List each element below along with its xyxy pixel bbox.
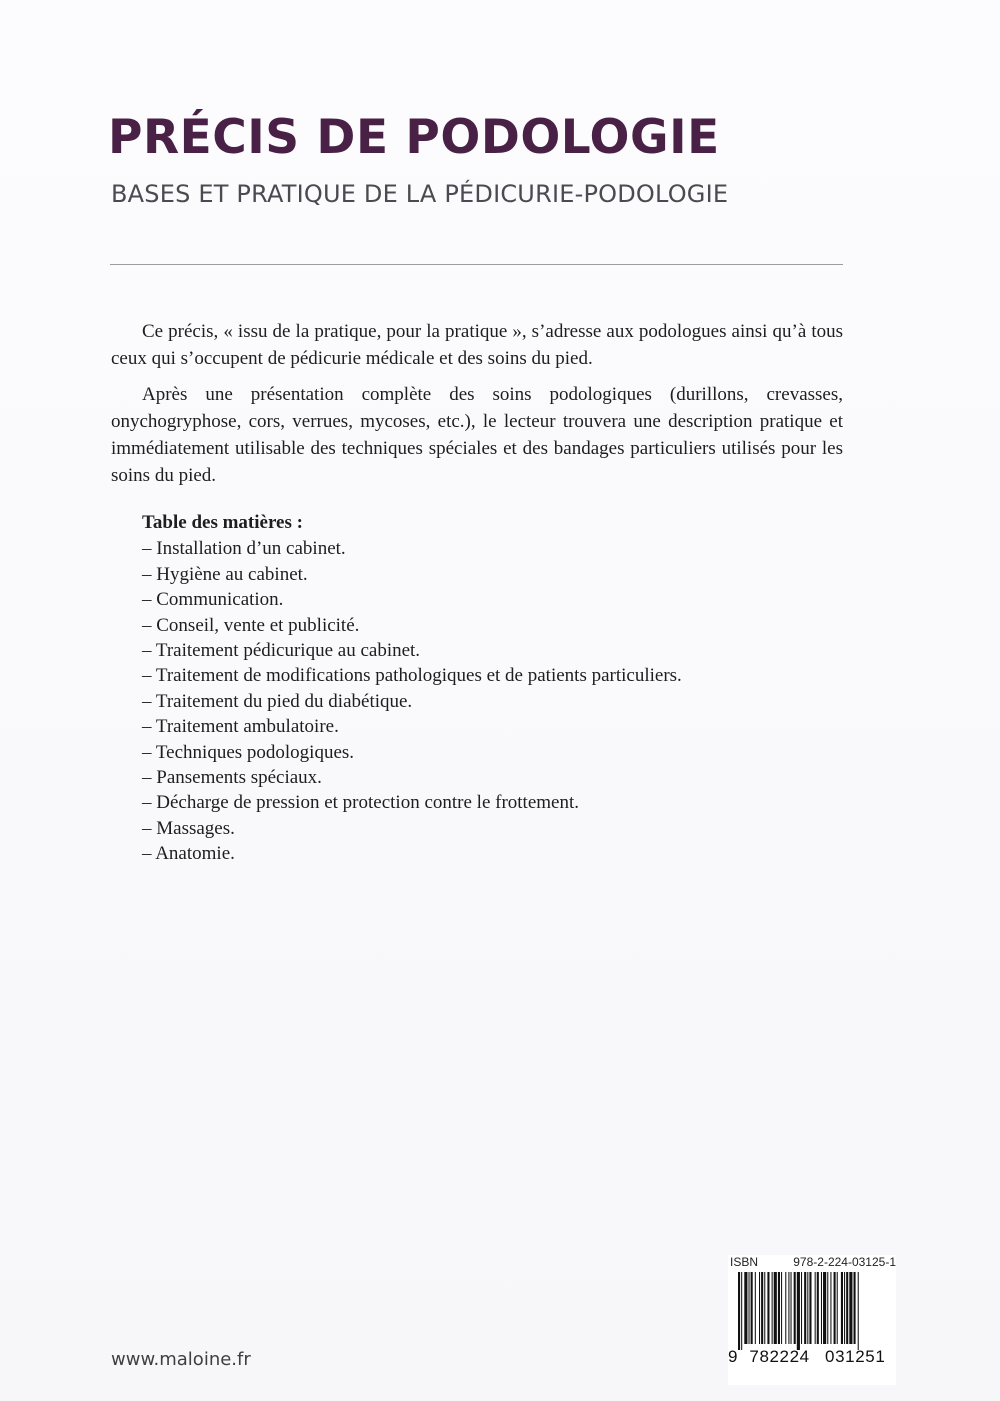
- isbn-barcode-block: [728, 1255, 896, 1385]
- barcode-group-1: 782224: [749, 1347, 810, 1366]
- description: [111, 318, 843, 498]
- barcode-digits: [728, 1347, 896, 1367]
- barcode-bar: [749, 1272, 750, 1344]
- barcode-bar: [759, 1272, 760, 1344]
- divider-line: [110, 264, 843, 265]
- barcode-bar: [741, 1272, 742, 1350]
- barcode-bar: [791, 1272, 792, 1344]
- barcode-bar: [844, 1272, 845, 1344]
- barcode-bar: [744, 1272, 747, 1344]
- barcode-bar: [815, 1272, 816, 1344]
- toc-item: – Traitement du pied du diabétique.: [142, 690, 413, 712]
- barcode-icon: [728, 1272, 896, 1352]
- description-paragraph-2: Après une présentation complète des soins podologiques (durillons, crevasses, onychogryphose, cors, verrues, mycoses, etc.), le lecteur trouvera une description pratique et immédiatement utilisable des techniques spéciales et des bandages particuliers utilisés pour les soins du pied.: [111, 384, 843, 486]
- barcode-bar: [772, 1272, 773, 1344]
- barcode-bar: [774, 1272, 777, 1344]
- toc-item: – Anatomie.: [142, 843, 235, 865]
- barcode-bar: [764, 1272, 765, 1344]
- barcode-bar: [738, 1272, 740, 1350]
- barcode-bar: [837, 1272, 838, 1344]
- barcode-bar: [781, 1272, 782, 1344]
- isbn-value: 978-2-224-03125-1: [793, 1255, 896, 1269]
- barcode-bar: [821, 1272, 822, 1344]
- barcode-bar: [841, 1272, 843, 1344]
- barcode-bar: [854, 1272, 856, 1344]
- toc-item: – Communication.: [142, 589, 284, 611]
- barcode-bar: [778, 1272, 780, 1344]
- isbn-line: [730, 1255, 896, 1269]
- barcode-bar: [807, 1272, 808, 1344]
- barcode-bar: [761, 1272, 763, 1344]
- barcode-first-digit: 9: [728, 1347, 739, 1366]
- toc-item: – Décharge de pression et protection contre le frottement.: [142, 792, 580, 814]
- barcode-bar: [751, 1272, 753, 1344]
- toc-item: – Traitement pédicurique au cabinet.: [142, 640, 421, 662]
- barcode-group-2: 031251: [825, 1347, 886, 1366]
- barcode-bar: [785, 1272, 786, 1344]
- toc-item: – Pansements spéciaux.: [142, 767, 322, 789]
- description-paragraph-1: Ce précis, « issu de la pratique, pour la pratique », s’adresse aux podologues ainsi qu’à tous ceux qui s’occupent de pédicurie médicale et des soins du pied.: [111, 321, 843, 369]
- barcode-bar: [827, 1272, 828, 1344]
- barcode-bar: [797, 1272, 800, 1350]
- book-title: PRÉCIS DE PODOLOGIE: [108, 110, 720, 165]
- barcode-bar: [767, 1272, 769, 1344]
- barcode-bar: [834, 1272, 836, 1344]
- toc-item: – Traitement ambulatoire.: [142, 716, 339, 738]
- barcode-bar: [755, 1272, 756, 1344]
- isbn-label: ISBN: [730, 1255, 759, 1269]
- barcode-bar: [804, 1272, 806, 1344]
- barcode-bar: [809, 1272, 811, 1344]
- toc-heading: Table des matières :: [142, 512, 303, 533]
- barcode-bar: [801, 1272, 802, 1344]
- barcode-bar: [823, 1272, 826, 1344]
- barcode-bar: [794, 1272, 796, 1344]
- barcode-bar: [858, 1272, 859, 1350]
- barcode-bar: [846, 1272, 848, 1344]
- toc-item: – Techniques podologiques.: [142, 741, 355, 763]
- barcode-bar: [788, 1272, 789, 1344]
- toc-item: – Hygiène au cabinet.: [142, 563, 308, 585]
- barcode-bar: [830, 1272, 831, 1344]
- book-subtitle: BASES ET PRATIQUE DE LA PÉDICURIE-PODOLOGIE: [111, 180, 729, 208]
- toc-item: – Installation d’un cabinet.: [142, 538, 346, 560]
- toc-item: – Massages.: [142, 817, 235, 839]
- toc-list: [142, 536, 682, 866]
- barcode-bar: [817, 1272, 819, 1344]
- publisher-url: www.maloine.fr: [111, 1349, 251, 1370]
- toc-item: – Traitement de modifications pathologiques et de patients particuliers.: [142, 665, 682, 687]
- table-of-contents: [142, 510, 682, 867]
- toc-item: – Conseil, vente et publicité.: [142, 614, 360, 636]
- barcode-bar: [849, 1272, 852, 1344]
